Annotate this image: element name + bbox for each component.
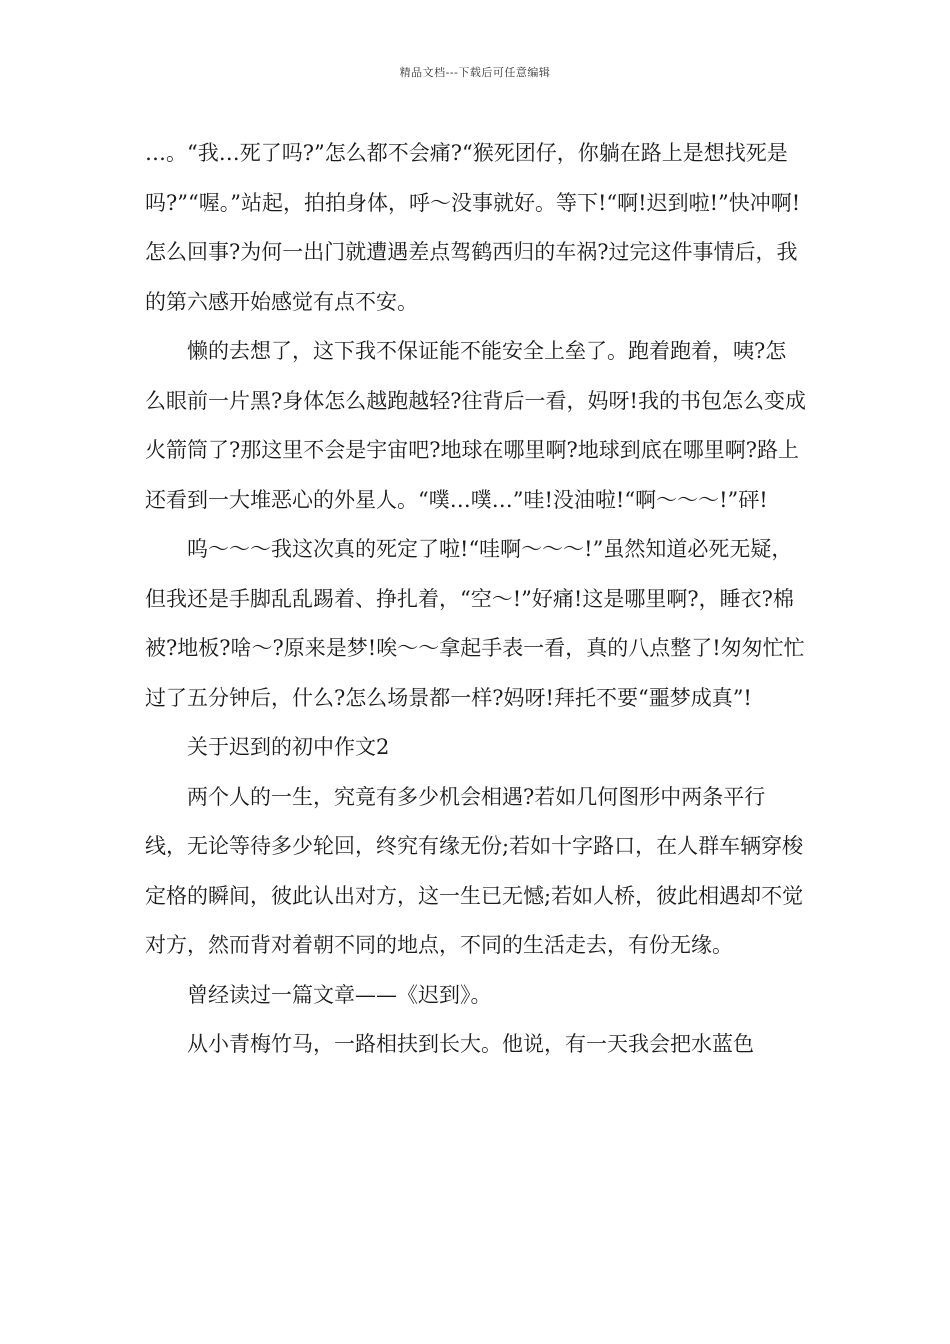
paragraph-3: 呜～～～我这次真的死定了啦!“哇啊～～～!”虽然知道必死无疑，但我还是手脚乱乱踢着、挣扎着，“空～!”好痛!这是哪里啊?，睡衣?棉被?地板?啥～?原来是梦!唉～～拿起手表一看，真的八点整了!匆匆忙忙过了五分钟后，什么?怎么场景都一样?妈呀!拜托不要“噩梦成真”! [145,537,805,710]
paragraph-1: …。“我…死了吗?”怎么都不会痛?“猴死团仔，你躺在路上是想找死是吗?”“喔。”站起，拍拍身体，呼～没事就好。等下!“啊!迟到啦!”快冲啊!怎么回事?为何一出门就遭遇差点驾鹤西归的车祸?过完这件事情后，我的第六感开始感觉有点不安。 [145,141,801,314]
document-body [145,129,807,1070]
paragraph-6: 从小青梅竹马，一路相扶到长大。他说，有一天我会把水蓝色 [187,1032,754,1056]
paragraph-2: 懒的去想了，这下我不保证能不能安全上垒了。跑着跑着，咦?怎么眼前一片黑?身体怎么越跑越轻?往背后一看，妈呀!我的书包怎么变成火箭筒了?那这里不会是宇宙吧?地球在哪里啊?地球到底在哪里啊?路上还看到一大堆恶心的外星人。“噗…噗…”哇!没油啦!“啊～～～!”砰! [145,339,806,512]
page-header: 精品文档---下载后可任意编辑 [399,66,551,79]
paragraph-5: 曾经读过一篇文章——《迟到》。 [187,982,492,1007]
section-title: 关于迟到的初中作文2 [187,735,390,759]
paragraph-4: 两个人的一生，究竟有多少机会相遇?若如几何图形中两条平行线，无论等待多少轮回，终究有缘无份;若如十字路口，在人群车辆穿梭定格的瞬间，彼此认出对方，这一生已无憾;若如人桥，彼此相遇却不觉对方，然而背对着朝不同的地点，不同的生活走去，有份无缘。 [145,784,804,957]
